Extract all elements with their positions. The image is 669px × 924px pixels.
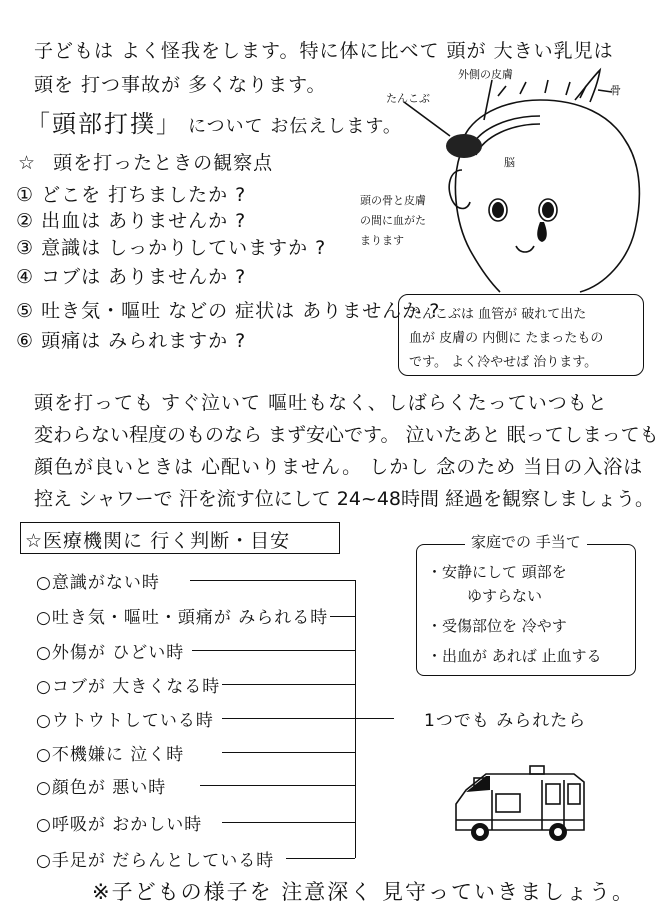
observation-item: ④ コブは ありませんか ? xyxy=(16,266,247,288)
paragraph-line-3: 顔色が良いときは 心配いりません。 しかし 念のため 当日の入浴は xyxy=(34,456,644,478)
criteria-item: ○意識がない時 xyxy=(36,573,160,593)
note-line-3: です。 よく冷やせば 治ります。 xyxy=(409,355,598,370)
illustration-caption-3: まります xyxy=(360,234,404,247)
star-icon: ☆ xyxy=(18,152,37,174)
page-title xyxy=(26,104,402,139)
medical-heading-box xyxy=(20,522,340,554)
illustration-caption-1: 頭の骨と皮膚 xyxy=(360,194,426,207)
paragraph-line-2: 変わらない程度のものなら まず安心です。 泣いたあと 眠ってしまっても xyxy=(34,424,659,446)
connector-line xyxy=(286,858,355,859)
intro-line-2: 頭を 打つ事故が 多くなります。 xyxy=(34,74,327,96)
page-title-main: 「頭部打撲」 xyxy=(26,110,182,138)
criteria-item: ○外傷が ひどい時 xyxy=(36,643,185,663)
connector-line xyxy=(222,822,355,823)
criteria-item: ○不機嫌に 泣く時 xyxy=(36,745,185,765)
observation-title xyxy=(18,148,273,175)
connector-line xyxy=(330,616,355,617)
intro-line-1: 子どもは よく怪我をします。特に体に比べて 頭が 大きい乳児は xyxy=(34,40,614,62)
observation-item: ③ 意識は しっかりしていますか ? xyxy=(16,237,327,259)
note-line-2: 血が 皮膚の 内側に たまったもの xyxy=(409,331,604,346)
label-outer-skin: 外側の皮膚 xyxy=(458,68,513,81)
label-brain: 脳 xyxy=(504,156,515,169)
label-tankobu: たんこぶ xyxy=(386,92,430,105)
criteria-item: ○コブが 大きくなる時 xyxy=(36,677,221,697)
connector-line xyxy=(192,650,355,651)
criteria-item: ○顔色が 悪い時 xyxy=(36,778,167,798)
illustration-caption-2: の間に血がた xyxy=(360,214,426,227)
criteria-summary: 1つでも みられたら xyxy=(424,711,587,731)
medical-heading-text: 医療機関に 行く判断・目安 xyxy=(43,530,291,552)
note-line-1: たんこぶは 血管が 破れて出た xyxy=(409,307,587,322)
home-care-item-1a: ・安静にして 頭部を xyxy=(427,563,567,581)
connector-line xyxy=(190,580,355,581)
observation-item: ① どこを 打ちましたか ? xyxy=(16,184,247,206)
criteria-item: ○手足が だらんとしている時 xyxy=(36,851,275,871)
observation-item: ② 出血は ありませんか ? xyxy=(16,210,247,232)
home-care-box xyxy=(416,533,636,676)
tankobu-note xyxy=(398,294,644,376)
label-bone: 骨 xyxy=(610,84,621,97)
ambulance-icon xyxy=(446,760,591,850)
footer-message: ※子どもの様子を 注意深く 見守っていきましょう。 xyxy=(92,880,635,904)
home-care-item-1b: ゆすらない xyxy=(467,587,543,605)
observation-item: ⑤ 吐き気・嘔吐 などの 症状は ありませんか ? xyxy=(16,300,441,322)
criteria-item: ○吐き気・嘔吐・頭痛が みられる時 xyxy=(36,608,329,628)
criteria-item: ○ウトウトしている時 xyxy=(36,711,214,731)
connector-line xyxy=(222,752,355,753)
star-icon: ☆ xyxy=(25,530,44,552)
paragraph-line-1: 頭を打っても すぐ泣いて 嘔吐もなく、しばらくたっていつもと xyxy=(34,392,608,414)
connector-line xyxy=(200,785,355,786)
bracket-line xyxy=(355,580,356,858)
observation-item: ⑥ 頭痛は みられますか ? xyxy=(16,330,247,352)
home-care-title: 家庭での 手当て xyxy=(465,531,587,552)
medical-heading xyxy=(25,526,290,553)
criteria-item: ○呼吸が おかしい時 xyxy=(36,815,203,835)
home-care-item-3: ・出血が あれば 止血する xyxy=(427,647,602,665)
paragraph-line-4: 控え シャワーで 汗を流す位にして 24~48時間 経過を観察しましょう。 xyxy=(34,488,655,510)
page-title-suffix: について お伝えします。 xyxy=(188,116,402,137)
observation-title-text: 頭を打ったときの観察点 xyxy=(53,152,274,174)
connector-line xyxy=(222,718,394,719)
connector-line xyxy=(222,684,355,685)
home-care-item-2: ・受傷部位を 冷やす xyxy=(427,617,567,635)
